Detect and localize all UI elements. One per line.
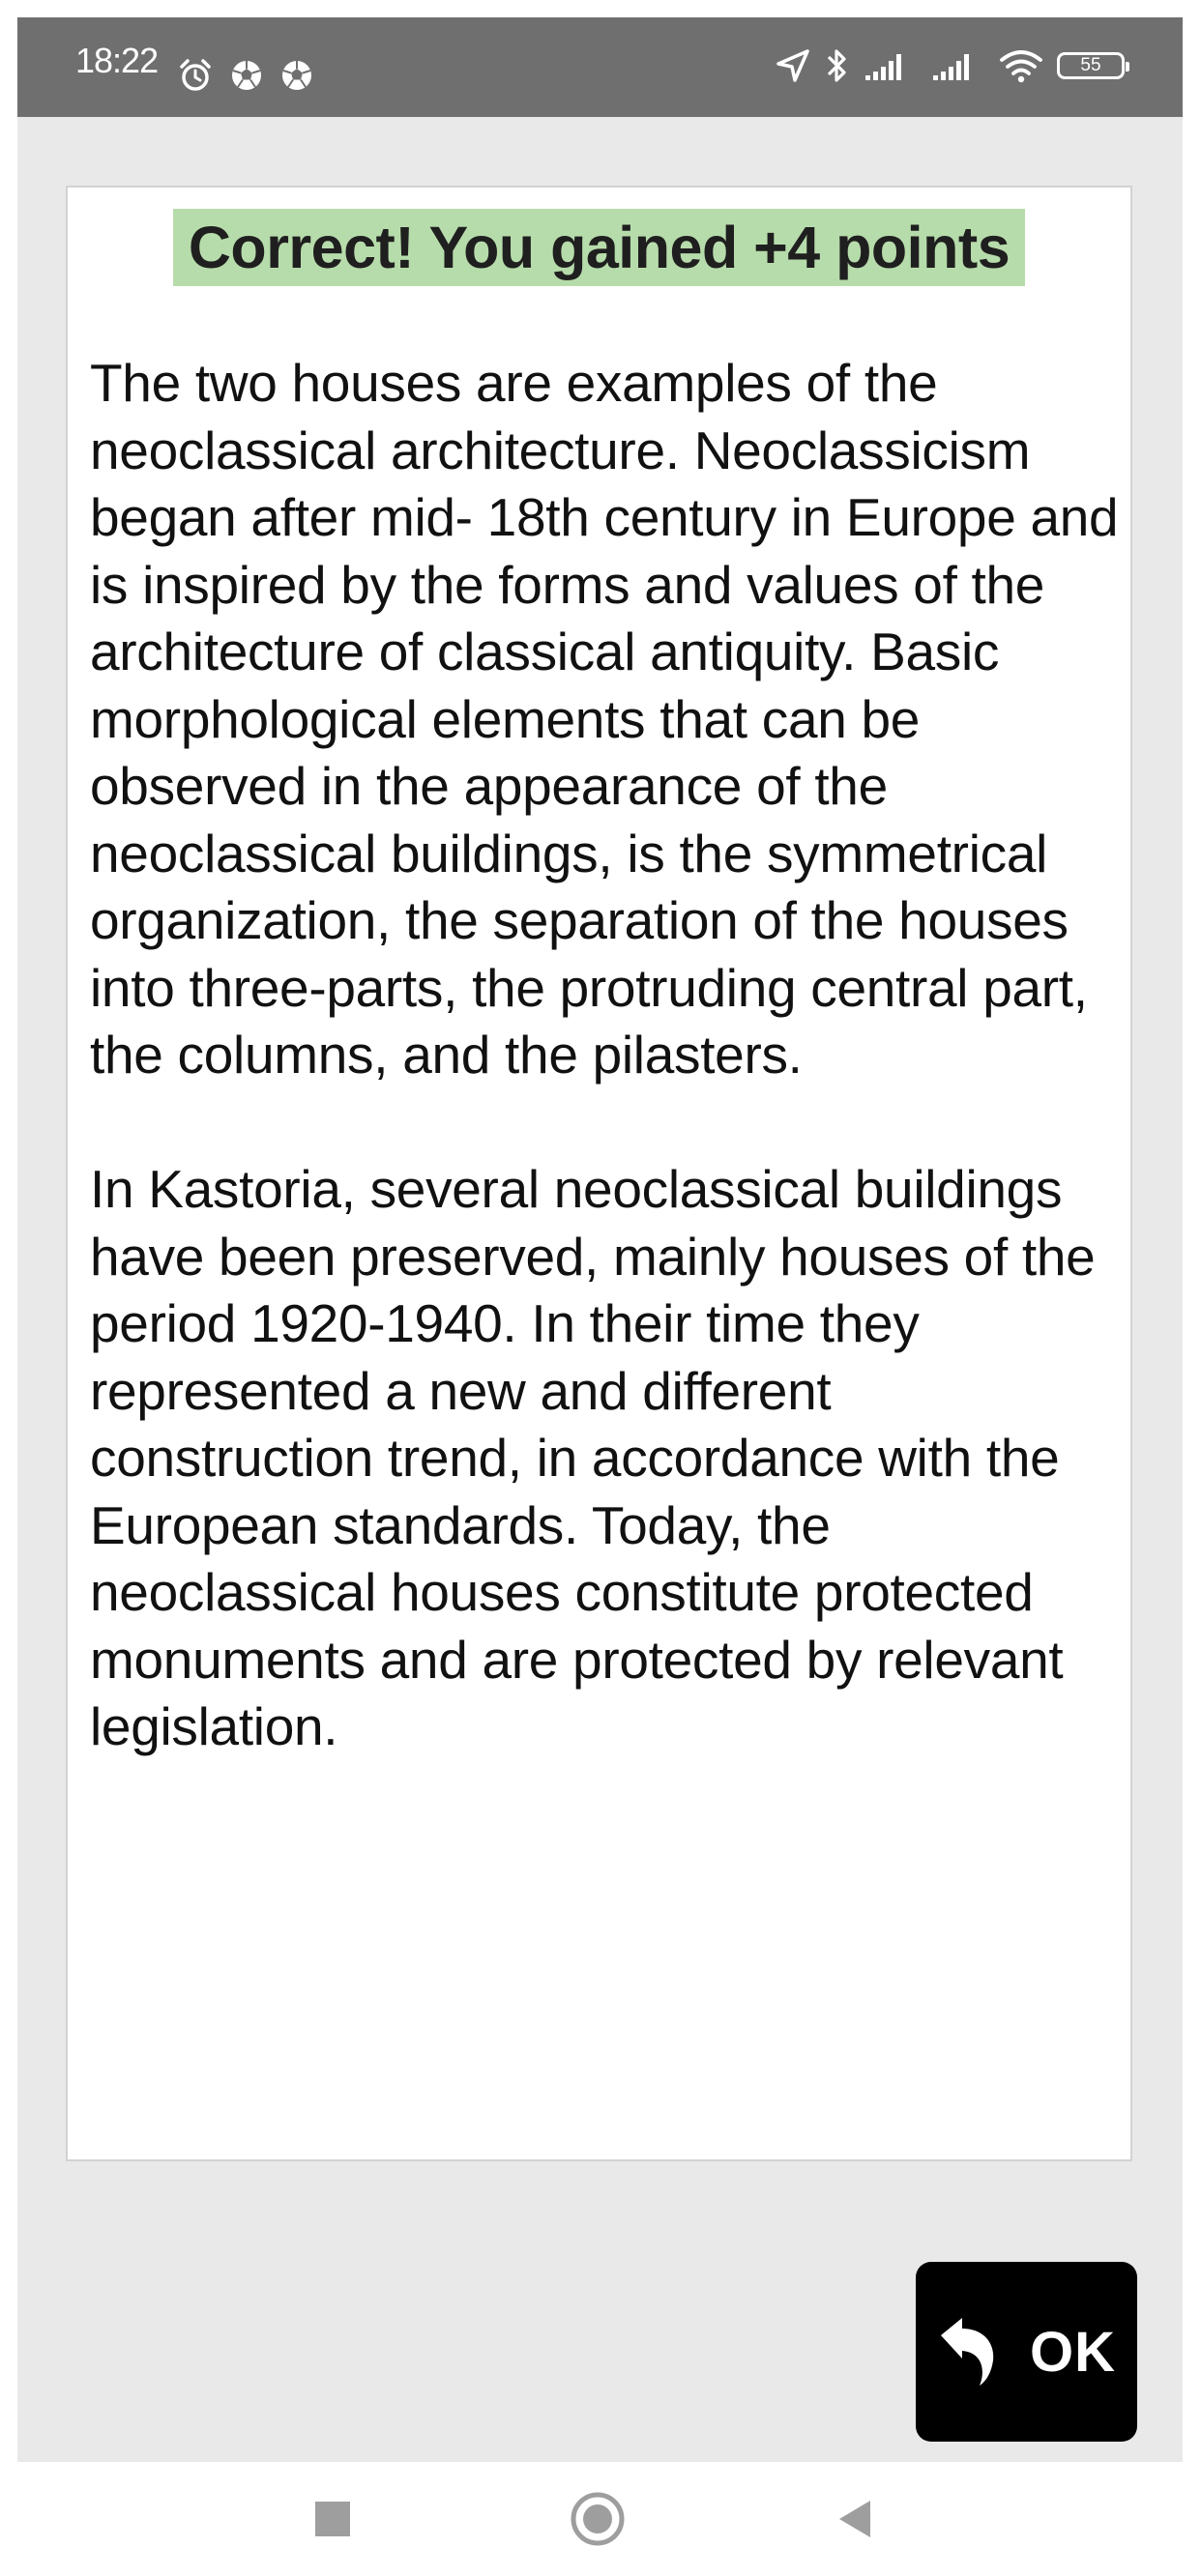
home-icon xyxy=(570,2491,626,2547)
status-right-icons xyxy=(775,46,1125,85)
recent-apps-icon xyxy=(313,2500,352,2538)
status-left-icons xyxy=(178,58,313,93)
location-arrow-icon xyxy=(775,47,811,84)
explanation-card xyxy=(66,186,1132,2161)
battery-icon xyxy=(1057,52,1125,79)
wifi-icon xyxy=(999,48,1043,83)
explanation-paragraph: In Kastoria, several neoclassical buildings have been preserved, mainly houses of the period 1920-1940. In their time they represented a new and different construction trend, in accordance with the European standards. Today, the neoclassical houses constitute protected monuments and are protected by relevant legislation. xyxy=(90,1159,1096,1756)
signal-icon xyxy=(931,50,985,81)
recent-apps-button[interactable] xyxy=(275,2462,391,2576)
soccer-ball-icon xyxy=(230,59,263,92)
explanation-text xyxy=(90,350,1125,1761)
feedback-banner-row xyxy=(68,209,1130,286)
bluetooth-icon xyxy=(825,46,850,85)
app-screen xyxy=(17,17,1183,2462)
home-button[interactable] xyxy=(540,2462,656,2576)
signal-icon xyxy=(864,50,918,81)
ok-button-label: OK xyxy=(1030,2320,1116,2384)
feedback-banner: Correct! You gained +4 points xyxy=(173,209,1025,286)
soccer-ball-icon xyxy=(280,59,313,92)
navigation-bar xyxy=(0,2462,1201,2576)
back-button[interactable] xyxy=(797,2462,913,2576)
alarm-icon xyxy=(178,58,213,93)
back-icon xyxy=(835,2499,874,2539)
ok-button[interactable] xyxy=(916,2262,1137,2442)
explanation-paragraph: The two houses are examples of the neoclassical architecture. Neoclassicism began after mid- 18th century in Europe and is inspired by the forms and values of the architecture of classical antiquity. Basic morphological elements that can be observed in the appearance of the neoclassical buildings, is the symmetrical organization, the separation of the houses into three-parts, the protruding central part, the columns, and the pilasters. xyxy=(90,353,1119,1085)
status-bar xyxy=(17,17,1183,117)
status-time: 18:22 xyxy=(75,41,159,80)
battery-level: 55 xyxy=(1080,55,1101,75)
return-arrow-icon xyxy=(937,2316,1001,2388)
